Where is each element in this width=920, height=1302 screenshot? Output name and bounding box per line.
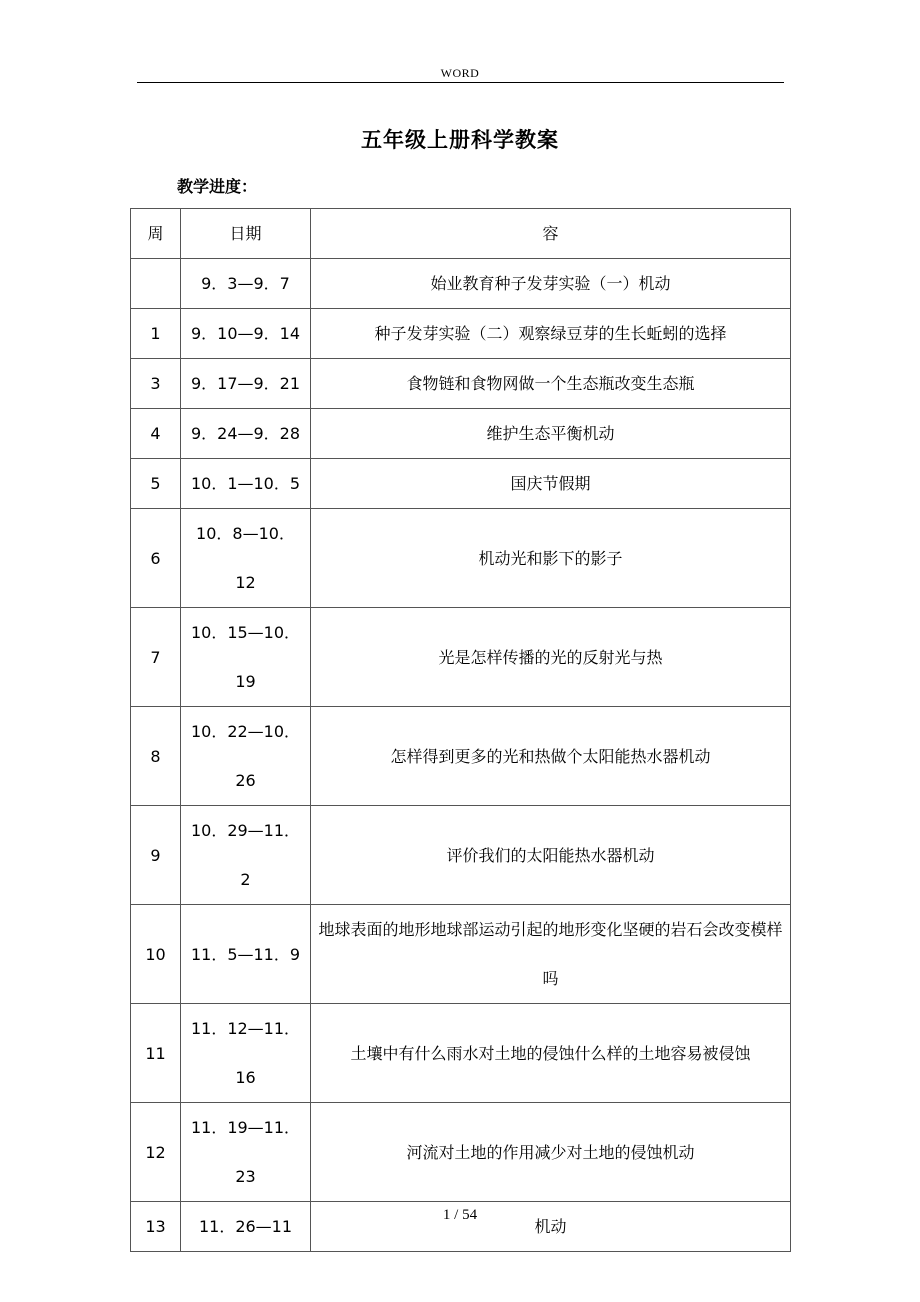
cell-content: 评价我们的太阳能热水器机动 [311, 806, 791, 905]
cell-week: 13 [131, 1202, 181, 1252]
cell-date: 10．1—10．5 [181, 459, 311, 509]
cell-content: 怎样得到更多的光和热做个太阳能热水器机动 [311, 707, 791, 806]
cell-content: 机动光和影下的影子 [311, 509, 791, 608]
cell-content: 国庆节假期 [311, 459, 791, 509]
cell-week: 7 [131, 608, 181, 707]
cell-date: 10．8—10．12 [181, 509, 311, 608]
table-row [131, 1004, 791, 1103]
header-date: 日期 [181, 209, 311, 259]
header-week: 周 [131, 209, 181, 259]
cell-week: 9 [131, 806, 181, 905]
cell-content: 地球表面的地形地球部运动引起的地形变化坚硬的岩石会改变模样吗 [311, 905, 791, 1004]
cell-content: 维护生态平衡机动 [311, 409, 791, 459]
cell-week: 1 [131, 309, 181, 359]
page-number: 1 / 54 [442, 1207, 478, 1223]
table-row [131, 707, 791, 806]
cell-date: 11．5—11．9 [181, 905, 311, 1004]
table-header-row [131, 209, 791, 259]
table-row [131, 359, 791, 409]
schedule-table [130, 208, 791, 1252]
cell-date: 9．24—9．28 [181, 409, 311, 459]
table-row [131, 459, 791, 509]
cell-date: 9．3—9．7 [181, 259, 311, 309]
cell-week: 5 [131, 459, 181, 509]
cell-date: 11．12—11．16 [181, 1004, 311, 1103]
table-row [131, 1103, 791, 1202]
cell-date: 11．19—11．23 [181, 1103, 311, 1202]
table-row [131, 509, 791, 608]
header-content: 容 [311, 209, 791, 259]
cell-content: 河流对土地的作用减少对土地的侵蚀机动 [311, 1103, 791, 1202]
cell-week: 10 [131, 905, 181, 1004]
cell-content: 始业教育种子发芽实验（一）机动 [311, 259, 791, 309]
cell-date: 10．15—10．19 [181, 608, 311, 707]
cell-week: 6 [131, 509, 181, 608]
cell-content: 光是怎样传播的光的反射光与热 [311, 608, 791, 707]
cell-date: 10．29—11．2 [181, 806, 311, 905]
cell-week [131, 259, 181, 309]
table-row [131, 409, 791, 459]
cell-date: 11．26—11 [181, 1202, 311, 1252]
header-rule [137, 82, 784, 83]
cell-content: 食物链和食物网做一个生态瓶改变生态瓶 [311, 359, 791, 409]
cell-content: 土壤中有什么雨水对土地的侵蚀什么样的土地容易被侵蚀 [311, 1004, 791, 1103]
cell-week: 8 [131, 707, 181, 806]
cell-week: 12 [131, 1103, 181, 1202]
table-row [131, 905, 791, 1004]
document-title: 五年级上册科学教案 [361, 128, 559, 152]
table-row [131, 608, 791, 707]
cell-date: 9．10—9．14 [181, 309, 311, 359]
table-row [131, 309, 791, 359]
cell-week: 11 [131, 1004, 181, 1103]
cell-week: 4 [131, 409, 181, 459]
cell-content: 机动 [311, 1202, 791, 1252]
section-subtitle: 教学进度： [177, 177, 258, 196]
table-row [131, 806, 791, 905]
cell-content: 种子发芽实验（二）观察绿豆芽的生长蚯蚓的选择 [311, 309, 791, 359]
header-label: WORD [440, 66, 480, 80]
cell-date: 9．17—9．21 [181, 359, 311, 409]
cell-week: 3 [131, 359, 181, 409]
cell-date: 10．22—10．26 [181, 707, 311, 806]
table-row [131, 259, 791, 309]
